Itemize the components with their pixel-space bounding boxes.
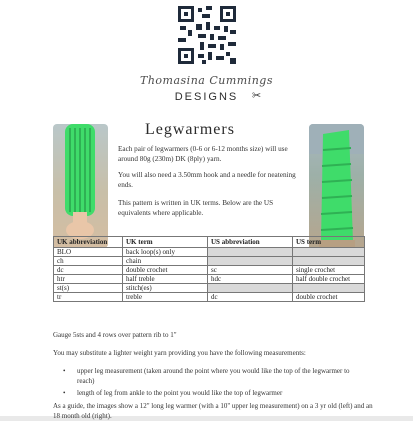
list-item: • upper leg measurement (taken around the point where you would like the top of the legwarmer to reach) bbox=[63, 366, 368, 386]
substitute-text: You may substitute a lighter weight yarn providing you have the following measurements: bbox=[53, 349, 306, 357]
table-row bbox=[54, 275, 365, 284]
table-cell: half treble bbox=[123, 275, 208, 284]
table-header: UK abbreviation bbox=[54, 237, 123, 248]
table-header-row bbox=[54, 237, 365, 248]
qr-logo-icon bbox=[176, 4, 238, 66]
table-row bbox=[54, 293, 365, 302]
table-cell: st(s) bbox=[54, 284, 123, 293]
table-cell: ch bbox=[54, 257, 123, 266]
table-cell: single crochet bbox=[293, 266, 365, 275]
table-cell: double crochet bbox=[123, 266, 208, 275]
legwarmer-left-illustration bbox=[53, 124, 108, 248]
table-header: UK term bbox=[123, 237, 208, 248]
table-row bbox=[54, 248, 365, 257]
table-cell: sc bbox=[208, 266, 293, 275]
list-item: • length of leg from ankle to the point you would like the top of legwarmer bbox=[63, 388, 368, 398]
table-cell: half double crochet bbox=[293, 275, 365, 284]
table-cell: double crochet bbox=[293, 293, 365, 302]
table-cell: stitch(es) bbox=[123, 284, 208, 293]
scissors-icon: ✂ bbox=[252, 89, 262, 102]
table-cell bbox=[293, 248, 365, 257]
brand-script-name: Thomasina Cummings bbox=[140, 74, 273, 87]
table-cell: treble bbox=[123, 293, 208, 302]
brand-designs: DESIGNS bbox=[174, 91, 239, 103]
table-cell bbox=[208, 248, 293, 257]
intro-terms: This pattern is written in UK terms. Below are the US equivalents where applicable. bbox=[118, 199, 274, 217]
table-cell: hdc bbox=[208, 275, 293, 284]
table-header: US term bbox=[293, 237, 365, 248]
table-cell bbox=[208, 257, 293, 266]
gauge-text: Gauge 5sts and 4 rows over pattern rib to 1" bbox=[53, 331, 177, 339]
table-cell: tr bbox=[54, 293, 123, 302]
table-cell: dc bbox=[54, 266, 123, 275]
table-row bbox=[54, 257, 365, 266]
table-row bbox=[54, 266, 365, 275]
table-cell: dc bbox=[208, 293, 293, 302]
guide-text: As a guide, the images show a 12" long leg warmer (with a 10" upper leg measurement) on a 3 yr old (left) and an 18 month old (right). bbox=[53, 402, 373, 420]
abbreviation-table bbox=[53, 236, 365, 302]
legwarmer-right-illustration bbox=[309, 124, 364, 252]
table-header: US abbreviation bbox=[208, 237, 293, 248]
photo-left-legwarmer bbox=[53, 124, 108, 248]
table-cell bbox=[208, 284, 293, 293]
photo-right-legwarmer bbox=[309, 124, 364, 252]
measurement-list bbox=[63, 366, 368, 400]
intro-yarn: Each pair of legwarmers (0-6 or 6-12 months size) will use around 80g (230m) DK (8ply) yarn. bbox=[118, 145, 288, 163]
table-cell: chain bbox=[123, 257, 208, 266]
table-cell bbox=[293, 284, 365, 293]
table-row bbox=[54, 284, 365, 293]
intro-hook: You will also need a 3.50mm hook and a needle for neatening ends. bbox=[118, 171, 296, 189]
table-cell: htr bbox=[54, 275, 123, 284]
table-cell: BLO bbox=[54, 248, 123, 257]
table-cell: back loop(s) only bbox=[123, 248, 208, 257]
page-title: Legwarmers bbox=[145, 121, 235, 138]
table-cell bbox=[293, 257, 365, 266]
